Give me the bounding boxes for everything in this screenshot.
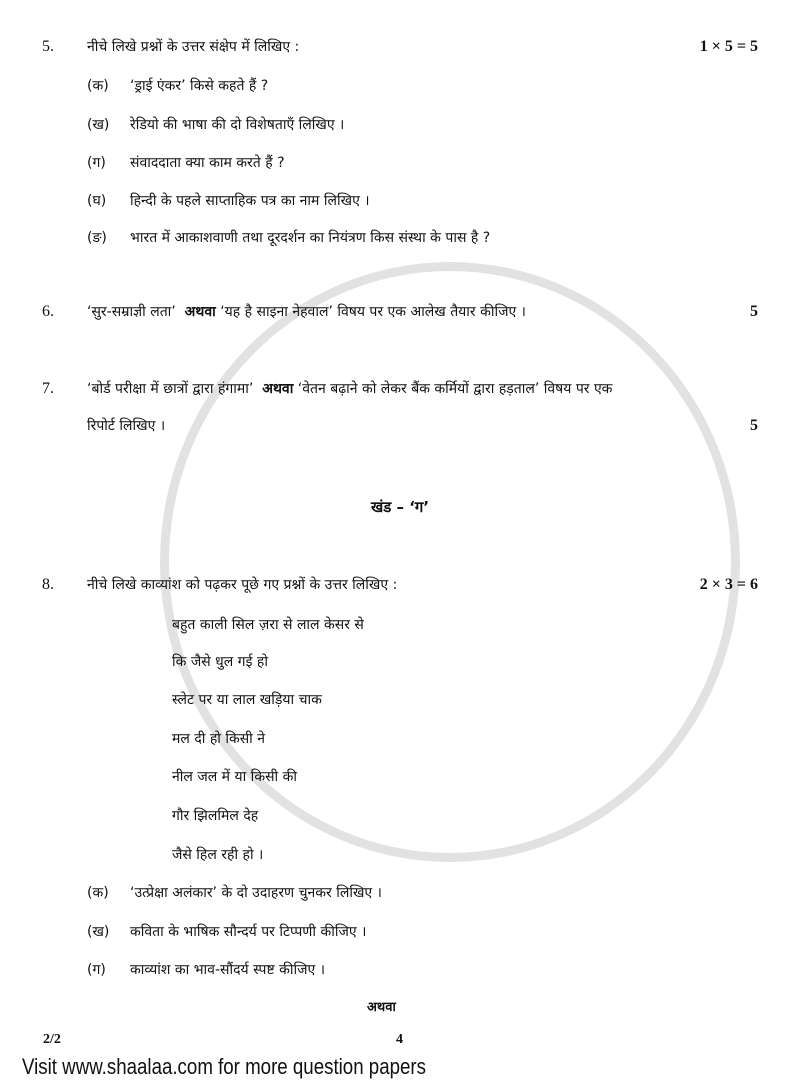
poem-line: जैसे हिल रही हो । — [172, 847, 264, 863]
page-number: 4 — [396, 1032, 403, 1047]
part-label: (ग) — [87, 962, 106, 978]
section-heading: खंड – ‘ग’ — [370, 498, 430, 516]
part-text: काव्यांश का भाव-सौंदर्य स्पष्ट कीजिए । — [130, 962, 326, 978]
topic-a: ‘बोर्ड परीक्षा में छात्रों द्वारा हंगामा’ — [87, 381, 254, 397]
or-label: अथवा — [367, 1000, 396, 1015]
poem-line: नील जल में या किसी की — [172, 769, 297, 785]
topic-b: ‘वेतन बढ़ाने को लेकर बैंक कर्मियों द्वारा हड़ताल’ विषय पर एक — [297, 381, 613, 397]
part-text: ‘ड्राई एंकर’ किसे कहते हैं ? — [130, 78, 269, 94]
question-text — [87, 379, 612, 399]
part-label: (ग) — [87, 155, 106, 171]
question-text: नीचे लिखे काव्यांश को पढ़कर पूछे गए प्रश्नों के उत्तर लिखिए : — [87, 577, 398, 593]
topic-b: ‘यह है साइना नेहवाल’ विषय पर एक आलेख तैयार कीजिए । — [220, 304, 526, 320]
question-number: 6. — [42, 303, 54, 320]
poem-line: बहुत काली सिल ज़रा से लाल केसर से — [172, 617, 364, 633]
question-text-continued: रिपोर्ट लिखिए । — [87, 418, 166, 434]
part-text: हिन्दी के पहले साप्ताहिक पत्र का नाम लिखिए । — [130, 193, 370, 209]
question-marks: 1 × 5 = 5 — [699, 38, 758, 55]
poem-line: कि जैसे धुल गई हो — [172, 654, 268, 670]
part-label: (ख) — [87, 924, 110, 940]
part-label: (क) — [87, 78, 109, 94]
question-marks: 5 — [750, 303, 758, 320]
part-text: कविता के भाषिक सौन्दर्य पर टिप्पणी कीजिए । — [130, 924, 367, 940]
poem-line: मल दी हो किसी ने — [172, 731, 266, 747]
page-code: 2/2 — [43, 1032, 61, 1047]
part-label: (क) — [87, 885, 109, 901]
part-label: (घ) — [87, 193, 107, 209]
question-text — [87, 302, 526, 322]
question-marks: 2 × 3 = 6 — [699, 576, 758, 593]
topic-a: ‘सुर-सम्राज्ञी लता’ — [87, 304, 176, 320]
question-marks: 5 — [750, 417, 758, 434]
question-number: 8. — [42, 576, 54, 593]
promo-footer: Visit www.shaalaa.com for more question papers — [22, 1054, 426, 1079]
part-text: रेडियो की भाषा की दो विशेषताएँ लिखिए । — [130, 117, 345, 133]
part-label: (ङ) — [87, 230, 107, 246]
part-text: भारत में आकाशवाणी तथा दूरदर्शन का नियंत्रण किस संस्था के पास है ? — [130, 230, 491, 246]
question-text: नीचे लिखे प्रश्नों के उत्तर संक्षेप में लिखिए : — [87, 39, 300, 55]
part-text: संवाददाता क्या काम करते हैं ? — [130, 155, 285, 171]
or-label: अथवा — [262, 381, 294, 397]
poem-line: गौर झिलमिल देह — [172, 808, 259, 824]
part-text: ‘उत्प्रेक्षा अलंकार’ के दो उदाहरण चुनकर लिखिए । — [130, 885, 382, 901]
part-label: (ख) — [87, 117, 110, 133]
or-label: अथवा — [184, 304, 216, 320]
question-number: 5. — [42, 38, 54, 55]
poem-line: स्लेट पर या लाल खड़िया चाक — [172, 692, 322, 708]
question-number: 7. — [42, 380, 54, 397]
